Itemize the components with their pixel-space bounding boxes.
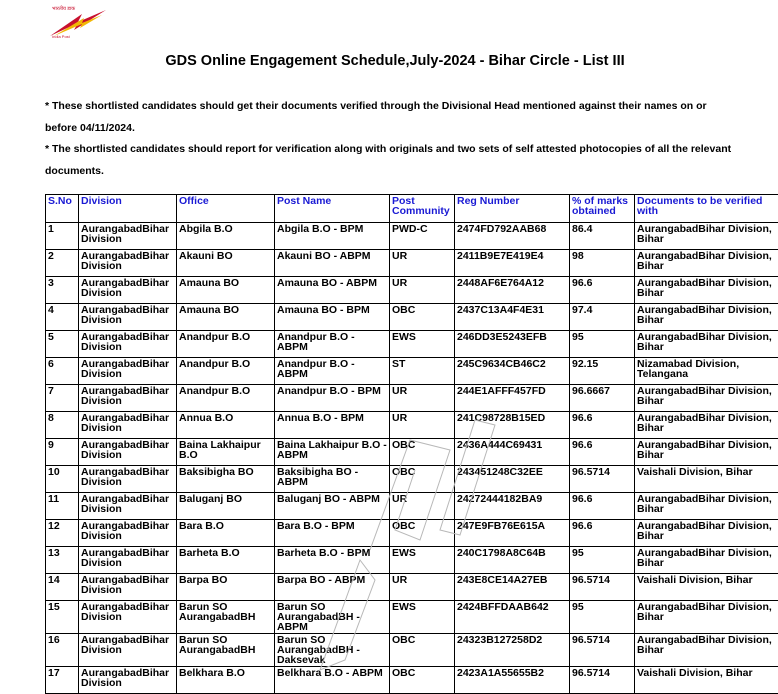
cell-reg-number: 240C1798A8C64B [455, 547, 570, 574]
cell-post-name: Barpa BO - ABPM [275, 574, 390, 601]
table-row [46, 385, 778, 412]
cell-documents: AurangabadBihar Division, Bihar [635, 250, 778, 277]
cell-office: Anandpur B.O [177, 331, 275, 358]
cell-office: Anandpur B.O [177, 358, 275, 385]
cell-post-community: OBC [390, 466, 455, 493]
cell-post-community: UR [390, 412, 455, 439]
cell-office: Amauna BO [177, 304, 275, 331]
cell-division: AurangabadBihar Division [79, 574, 177, 601]
cell-sno: 10 [46, 466, 79, 493]
cell-sno: 12 [46, 520, 79, 547]
cell-reg-number: 2424BFFDAAB642 [455, 601, 570, 634]
cell-post-community: ST [390, 358, 455, 385]
cell-marks: 96.6 [570, 439, 635, 466]
cell-division: AurangabadBihar Division [79, 358, 177, 385]
cell-division: AurangabadBihar Division [79, 601, 177, 634]
table-row [46, 574, 778, 601]
table-row [46, 304, 778, 331]
cell-marks: 98 [570, 250, 635, 277]
cell-marks: 96.5714 [570, 574, 635, 601]
cell-office: Abgila B.O [177, 223, 275, 250]
cell-reg-number: 245C9634CB46C2 [455, 358, 570, 385]
col-header-division: Division [79, 195, 177, 223]
cell-documents: AurangabadBihar Division, Bihar [635, 331, 778, 358]
cell-reg-number: 2437C13A4F4E31 [455, 304, 570, 331]
cell-post-name: Anandpur B.O - ABPM [275, 358, 390, 385]
cell-office: Akauni BO [177, 250, 275, 277]
cell-marks: 96.5714 [570, 667, 635, 694]
cell-division: AurangabadBihar Division [79, 634, 177, 667]
table-row [46, 439, 778, 466]
cell-sno: 14 [46, 574, 79, 601]
cell-marks: 97.4 [570, 304, 635, 331]
cell-documents: AurangabadBihar Division, Bihar [635, 493, 778, 520]
cell-marks: 95 [570, 601, 635, 634]
cell-post-name: Barheta B.O - BPM [275, 547, 390, 574]
cell-office: Barun SO AurangabadBH [177, 634, 275, 667]
cell-reg-number: 241C98728B15ED [455, 412, 570, 439]
cell-division: AurangabadBihar Division [79, 304, 177, 331]
cell-documents: AurangabadBihar Division, Bihar [635, 304, 778, 331]
logo-english-text: India Post [52, 34, 70, 39]
col-header-marks: % of marks obtained [570, 195, 635, 223]
cell-division: AurangabadBihar Division [79, 223, 177, 250]
cell-office: Bara B.O [177, 520, 275, 547]
cell-post-name: Bara B.O - BPM [275, 520, 390, 547]
cell-post-community: UR [390, 574, 455, 601]
cell-post-name: Akauni BO - ABPM [275, 250, 390, 277]
cell-post-community: OBC [390, 439, 455, 466]
cell-sno: 1 [46, 223, 79, 250]
cell-post-community: UR [390, 250, 455, 277]
table-row [46, 667, 778, 694]
cell-post-name: Anandpur B.O - ABPM [275, 331, 390, 358]
cell-documents: AurangabadBihar Division, Bihar [635, 223, 778, 250]
cell-division: AurangabadBihar Division [79, 547, 177, 574]
cell-documents: AurangabadBihar Division, Bihar [635, 547, 778, 574]
cell-marks: 96.6 [570, 412, 635, 439]
table-header-row [46, 195, 778, 223]
cell-division: AurangabadBihar Division [79, 412, 177, 439]
cell-division: AurangabadBihar Division [79, 250, 177, 277]
note-verification: * These shortlisted candidates should get their documents verified through the Divisional Head mentioned against their names on or before 04/11/2024. [45, 95, 735, 139]
cell-office: Baksibigha BO [177, 466, 275, 493]
cell-post-community: OBC [390, 304, 455, 331]
col-header-post-name: Post Name [275, 195, 390, 223]
cell-post-name: Annua B.O - BPM [275, 412, 390, 439]
note-originals: * The shortlisted candidates should report for verification along with originals and two sets of self attested photocopies of all the relevant documents. [45, 138, 735, 182]
cell-reg-number: 246DD3E5243EFB [455, 331, 570, 358]
cell-marks: 96.5714 [570, 466, 635, 493]
table-row [46, 601, 778, 634]
cell-division: AurangabadBihar Division [79, 439, 177, 466]
cell-documents: Vaishali Division, Bihar [635, 466, 778, 493]
cell-post-name: Amauna BO - BPM [275, 304, 390, 331]
col-header-post-community: Post Community [390, 195, 455, 223]
cell-office: Barun SO AurangabadBH [177, 601, 275, 634]
cell-post-name: Barun SO AurangabadBH - Daksevak [275, 634, 390, 667]
col-header-office: Office [177, 195, 275, 223]
cell-office: Baina Lakhaipur B.O [177, 439, 275, 466]
cell-documents: AurangabadBihar Division, Bihar [635, 412, 778, 439]
cell-sno: 4 [46, 304, 79, 331]
candidates-table [45, 194, 778, 694]
cell-reg-number: 2411B9E7E419E4 [455, 250, 570, 277]
cell-sno: 9 [46, 439, 79, 466]
cell-sno: 2 [46, 250, 79, 277]
cell-division: AurangabadBihar Division [79, 667, 177, 694]
cell-reg-number: 244E1AFFF457FD [455, 385, 570, 412]
cell-post-community: EWS [390, 547, 455, 574]
cell-post-community: UR [390, 493, 455, 520]
table-row [46, 493, 778, 520]
cell-reg-number: 24323B127258D2 [455, 634, 570, 667]
cell-office: Belkhara B.O [177, 667, 275, 694]
table-row [46, 520, 778, 547]
cell-documents: AurangabadBihar Division, Bihar [635, 601, 778, 634]
cell-reg-number: 2474FD792AAB68 [455, 223, 570, 250]
cell-office: Anandpur B.O [177, 385, 275, 412]
cell-reg-number: 24272444182BA9 [455, 493, 570, 520]
table-row [46, 634, 778, 667]
cell-sno: 7 [46, 385, 79, 412]
cell-marks: 86.4 [570, 223, 635, 250]
cell-office: Annua B.O [177, 412, 275, 439]
cell-marks: 96.6 [570, 277, 635, 304]
cell-office: Amauna BO [177, 277, 275, 304]
cell-reg-number: 247E9FB76E615A [455, 520, 570, 547]
cell-sno: 17 [46, 667, 79, 694]
col-header-sno: S.No [46, 195, 79, 223]
page-title: GDS Online Engagement Schedule,July-2024 - Bihar Circle - List III [0, 53, 778, 69]
cell-documents: AurangabadBihar Division, Bihar [635, 385, 778, 412]
cell-post-community: EWS [390, 331, 455, 358]
cell-reg-number: 243E8CE14A27EB [455, 574, 570, 601]
table-row [46, 223, 778, 250]
table-row [46, 466, 778, 493]
col-header-documents: Documents to be verified with [635, 195, 778, 223]
cell-post-name: Anandpur B.O - BPM [275, 385, 390, 412]
cell-sno: 13 [46, 547, 79, 574]
cell-reg-number: 2448AF6E764A12 [455, 277, 570, 304]
cell-post-name: Baluganj BO - ABPM [275, 493, 390, 520]
cell-post-community: UR [390, 277, 455, 304]
cell-documents: AurangabadBihar Division, Bihar [635, 439, 778, 466]
table-row [46, 547, 778, 574]
cell-documents: AurangabadBihar Division, Bihar [635, 634, 778, 667]
cell-reg-number: 2436A444C69431 [455, 439, 570, 466]
cell-marks: 92.15 [570, 358, 635, 385]
cell-documents: Vaishali Division, Bihar [635, 667, 778, 694]
cell-division: AurangabadBihar Division [79, 493, 177, 520]
cell-sno: 3 [46, 277, 79, 304]
cell-marks: 95 [570, 331, 635, 358]
cell-division: AurangabadBihar Division [79, 466, 177, 493]
cell-post-name: Barun SO AurangabadBH - ABPM [275, 601, 390, 634]
cell-division: AurangabadBihar Division [79, 385, 177, 412]
cell-marks: 95 [570, 547, 635, 574]
logo-hindi-text: भारतीय डाक [52, 6, 75, 12]
cell-sno: 6 [46, 358, 79, 385]
cell-sno: 11 [46, 493, 79, 520]
table-row [46, 412, 778, 439]
cell-reg-number: 243451248C32EE [455, 466, 570, 493]
cell-post-community: EWS [390, 601, 455, 634]
cell-reg-number: 2423A1A55655B2 [455, 667, 570, 694]
cell-sno: 8 [46, 412, 79, 439]
cell-post-community: OBC [390, 634, 455, 667]
cell-post-community: OBC [390, 520, 455, 547]
table-row [46, 358, 778, 385]
cell-documents: Vaishali Division, Bihar [635, 574, 778, 601]
cell-marks: 96.5714 [570, 634, 635, 667]
cell-sno: 16 [46, 634, 79, 667]
cell-documents: Nizamabad Division, Telangana [635, 358, 778, 385]
cell-division: AurangabadBihar Division [79, 277, 177, 304]
cell-marks: 96.6 [570, 493, 635, 520]
cell-post-name: Belkhara B.O - ABPM [275, 667, 390, 694]
table-row [46, 250, 778, 277]
cell-division: AurangabadBihar Division [79, 520, 177, 547]
cell-sno: 15 [46, 601, 79, 634]
cell-office: Barheta B.O [177, 547, 275, 574]
cell-post-name: Abgila B.O - BPM [275, 223, 390, 250]
cell-division: AurangabadBihar Division [79, 331, 177, 358]
cell-documents: AurangabadBihar Division, Bihar [635, 520, 778, 547]
cell-documents: AurangabadBihar Division, Bihar [635, 277, 778, 304]
cell-post-community: PWD-C [390, 223, 455, 250]
cell-post-community: OBC [390, 667, 455, 694]
cell-office: Barpa BO [177, 574, 275, 601]
cell-office: Baluganj BO [177, 493, 275, 520]
col-header-reg-number: Reg Number [455, 195, 570, 223]
cell-post-community: UR [390, 385, 455, 412]
cell-marks: 96.6 [570, 520, 635, 547]
table-row [46, 331, 778, 358]
cell-marks: 96.6667 [570, 385, 635, 412]
cell-sno: 5 [46, 331, 79, 358]
table-row [46, 277, 778, 304]
cell-post-name: Baina Lakhaipur B.O - ABPM [275, 439, 390, 466]
cell-post-name: Amauna BO - ABPM [275, 277, 390, 304]
cell-post-name: Baksibigha BO - ABPM [275, 466, 390, 493]
